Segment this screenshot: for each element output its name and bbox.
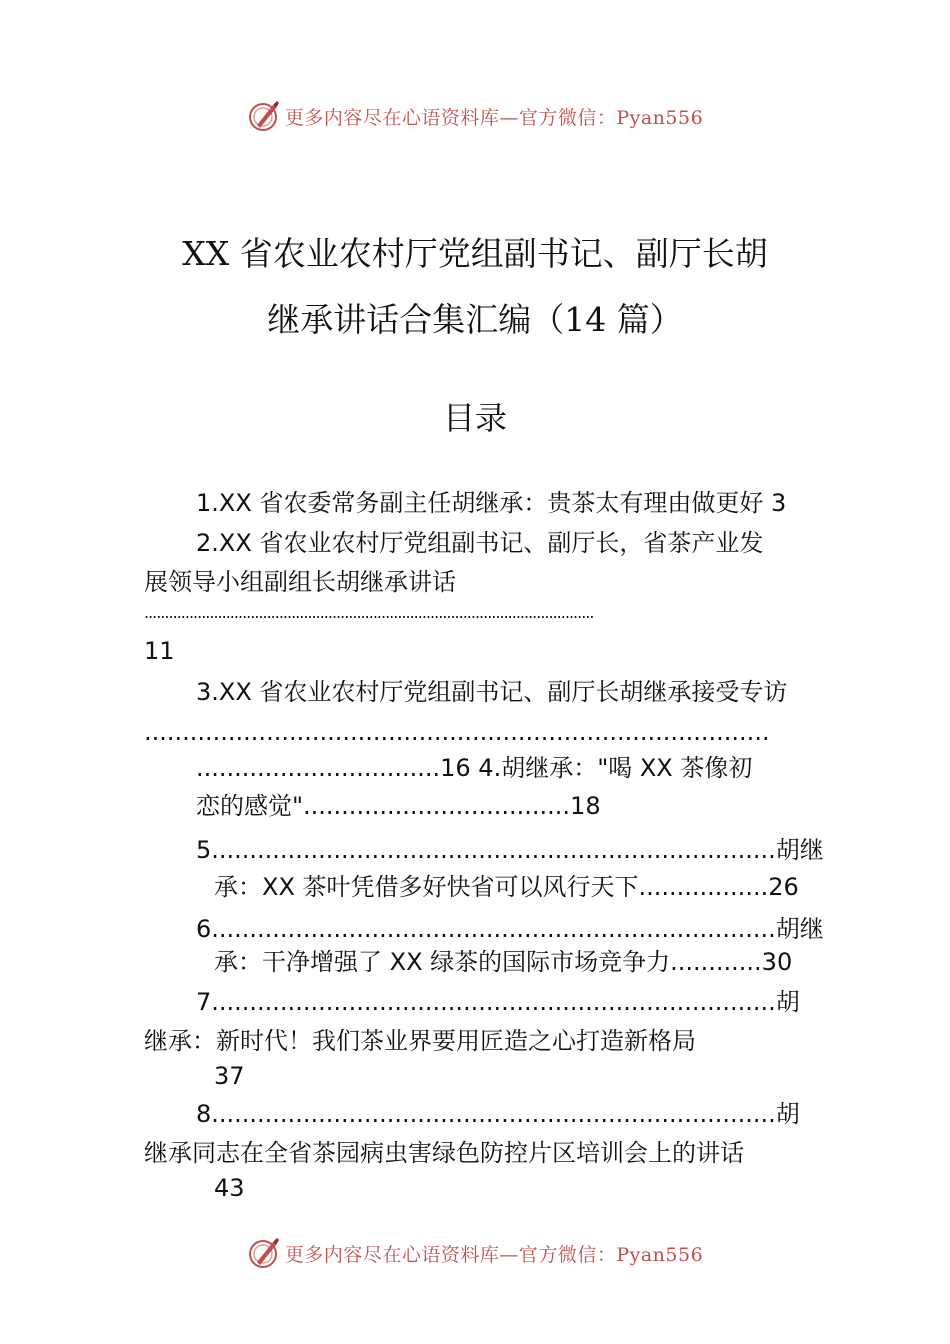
toc-entry-8-line1: 8..........................................................................胡: [196, 1100, 800, 1128]
toc-entry-7-line1: 7..........................................................................胡: [196, 988, 800, 1016]
footer-watermark: [0, 1233, 950, 1273]
toc-entry-8-line2: 继承同志在全省茶园病虫害绿色防控片区培训会上的讲话: [144, 1139, 744, 1167]
pen-logo-icon: [247, 1236, 281, 1270]
document-title-line1: XX 省农业农村厅党组副书记、副厅长胡: [182, 234, 768, 273]
toc-entry-2-page: 11: [144, 637, 175, 665]
toc-entry-1: 1.XX 省农委常务副主任胡继承：贵茶太有理由做更好 3: [196, 489, 787, 517]
toc-entry-2-line2: 展领导小组副组长胡继承讲话: [144, 568, 456, 596]
toc-entry-6-line1: 6..........................................................................胡继: [196, 915, 824, 943]
watermark-text: 更多内容尽在心语资料库—官方微信：Pyan556: [284, 106, 704, 129]
pen-logo-icon: [247, 99, 281, 133]
toc-entry-4-line2: 恋的感觉"...................................18: [196, 792, 601, 820]
toc-entry-7-line2: 继承：新时代！我们茶业界要用匠造之心打造新格局: [144, 1027, 696, 1055]
toc-entry-6-line2: 承：干净增强了 XX 绿茶的国际市场竞争力............30: [214, 948, 793, 976]
toc-heading: 目录: [442, 399, 507, 437]
toc-entry-5-line1: 5..........................................................................胡继: [196, 836, 824, 864]
header-watermark: [0, 96, 950, 136]
toc-entry-8-page: 43: [214, 1174, 245, 1202]
toc-entry-3-line1: 3.XX 省农业农村厅党组副书记、副厅长胡继承接受专访: [196, 678, 788, 706]
watermark-text: 更多内容尽在心语资料库—官方微信：Pyan556: [284, 1243, 704, 1266]
document-title-line2: 继承讲话合集汇编（14 篇）: [267, 300, 683, 339]
toc-entry-3-leader: ..................................................................................: [144, 718, 770, 746]
toc-entry-5-line2: 承：XX 茶叶凭借多好快省可以风行天下.................26: [214, 873, 799, 901]
toc-entry-2-line1: 2.XX 省农业农村厅党组副书记、副厅长，省茶产业发: [196, 529, 764, 557]
toc-entry-7-page: 37: [214, 1062, 245, 1090]
toc-entry-2-leader: ..............................................................................................................: [144, 603, 594, 622]
toc-entry-3-page-and-4: ................................16 4.胡继承："喝 XX 茶像初: [196, 754, 753, 782]
